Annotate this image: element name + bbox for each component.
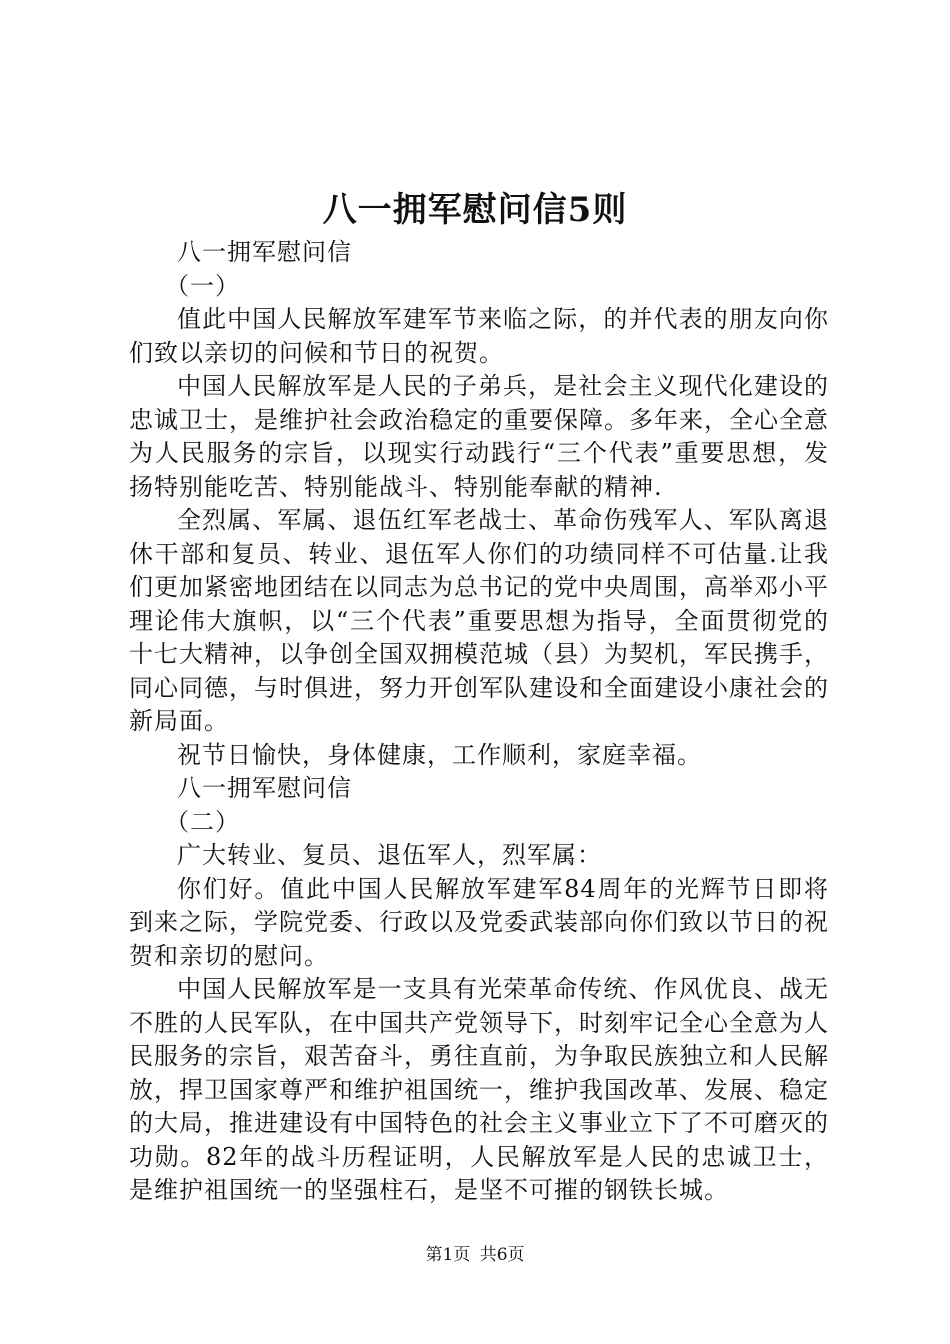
salutation: 广大转业、复员、退伍军人，烈军属： xyxy=(177,841,602,869)
paragraph: 全烈属、军属、退伍红军老战士、革命伤残军人、军队离退休干部和复员、转业、退伍军人你们的功绩同样不可估量.让我们更加紧密地团结在以同志为总书记的党中央周围，高举邓小平理论伟大旗帜，以“三个代表”重要思想为指导，全面贯彻党的十七大精神，以争创全国双拥模范城（县）为契机，军民携手，同心同德，与时俱进，努力开创军队建设和全面建设小康社会的新局面。 xyxy=(129,506,829,735)
paragraph: 你们好。值此中国人民解放军建军84周年的光辉节日即将到来之际，学院党委、行政以及党委武装部向你们致以节日的祝贺和亲切的慰问。 xyxy=(129,874,829,970)
paragraph: 中国人民解放军是一支具有光荣革命传统、作风优良、战无不胜的人民军队，在中国共产党领导下，时刻牢记全心全意为人民服务的宗旨，艰苦奋斗，勇往直前，为争取民族独立和人民解放，捍卫国家尊严和维护祖国统一，维护我国改革、发展、稳定的大局，推进建设有中国特色的社会主义事业立下了不可磨灭的功勋。82年的战斗历程证明，人民解放军是人民的忠诚卫士，是维护祖国统一的坚强柱石，是坚不可摧的钢铁长城。 xyxy=(129,975,829,1204)
page-total: 共6页 xyxy=(479,1245,525,1265)
section-number: （二） xyxy=(165,807,240,836)
letter-heading: 八一拥军慰问信 xyxy=(177,238,352,266)
paragraph: 值此中国人民解放军建军节来临之际，的并代表的朋友向你们致以亲切的问候和节日的祝贺。 xyxy=(129,305,829,367)
section-number: （一） xyxy=(165,271,240,300)
letter-heading: 八一拥军慰问信 xyxy=(177,774,352,802)
page-footer xyxy=(0,1243,950,1267)
document-title: 八一拥军慰问信5则 xyxy=(322,190,628,230)
paragraph: 祝节日愉快，身体健康，工作顺利，家庭幸福。 xyxy=(177,740,702,769)
page-number: 第1页 xyxy=(425,1245,471,1265)
document-body xyxy=(129,236,829,1208)
paragraph: 中国人民解放军是人民的子弟兵，是社会主义现代化建设的忠诚卫士，是维护社会政治稳定的重要保障。多年来，全心全意为人民服务的宗旨，以现实行动践行“三个代表”重要思想，发扬特别能吃苦、特别能战斗、特别能奉献的精神. xyxy=(129,372,829,501)
